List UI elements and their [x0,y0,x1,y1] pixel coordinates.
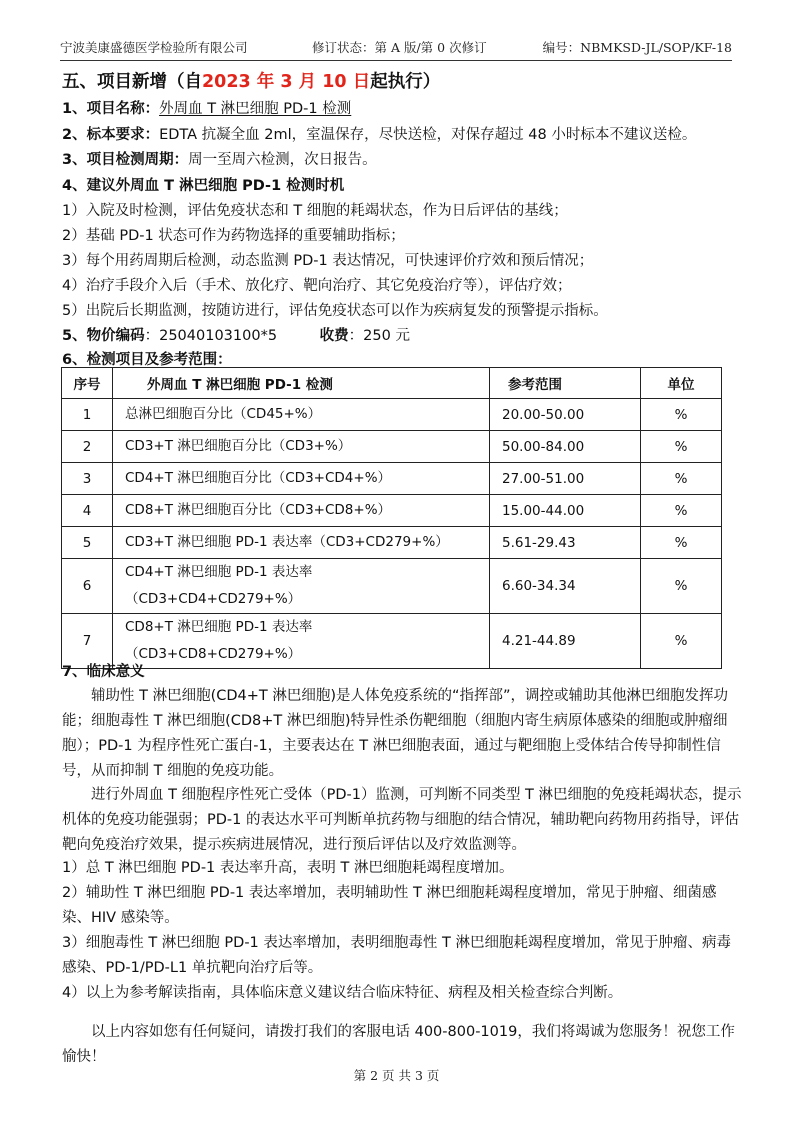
test-cycle-label: 3、项目检测周期： [62,152,189,168]
timing-point: 3）每个用药周期后检测，动态监测 PD-1 表达情况，可快速评价疗效和预后情况； [62,253,594,269]
row-no: 7 [62,614,113,669]
row-unit: % [641,431,722,463]
row-item-text: CD8+T 淋巴细胞 PD-1 表达率 [125,619,313,635]
row-item-text: CD8+T 淋巴细胞百分比（CD3+CD8+%） [125,502,392,518]
clinical-point: 3）细胞毒性 T 淋巴细胞 PD-1 表达率增加，表明细胞毒性 T 淋巴细胞耗竭程度增加，常见于肿瘤、病毒感染、PD-1/PD-L1 单抗靶向治疗后等。 [62,935,731,976]
row-no: 4 [62,495,113,527]
row-no: 1 [62,399,113,431]
row-range: 6.60-34.34 [490,559,641,614]
row-range: 27.00-51.00 [490,463,641,495]
header-revision: 修订状态：第 A 版/第 0 次修订 [312,40,487,55]
row-no: 5 [62,527,113,559]
specimen-requirement [62,123,696,144]
row-no: 3 [62,463,113,495]
section-title [62,68,440,93]
row-unit: % [641,495,722,527]
table-row [62,559,722,614]
clinical-point: 2）辅助性 T 淋巴细胞 PD-1 表达率增加，表明辅助性 T 淋巴细胞耗竭程度增加，常见于肿瘤、细菌感染、HIV 感染等。 [62,885,717,926]
row-range: 20.00-50.00 [490,399,641,431]
timing-point: 4）治疗手段介入后（手术、放化疗、靶向治疗、其它免疫治疗等），评估疗效； [62,278,572,294]
header-divider [60,60,732,61]
specimen-requirement-label: 2、标本要求： [62,127,160,143]
timing-point: 2）基础 PD-1 状态可作为药物选择的重要辅助指标； [62,228,405,244]
project-name [62,97,351,118]
project-name-label: 1、项目名称： [62,101,160,117]
clinical-paragraph: 辅助性 T 淋巴细胞(CD4+T 淋巴细胞)是人体免疫系统的“指挥部”，调控或辅助其他淋巴细胞发挥功能；细胞毒性 T 淋巴细胞(CD8+T 淋巴细胞)特异性杀伤靶细胞（细胞内寄生病原体感染的细胞或肿瘤细胞）；PD-1 为程序性死亡蛋白-1，主要表达在 T 淋巴细胞表面，通过与靶细胞上受体结合传导抑制性信号，从而抑制 T 细胞的免疫功能。 [62,688,729,779]
table-row [62,431,722,463]
row-item [113,495,490,527]
col-header-item: 外周血 T 淋巴细胞 PD-1 检测 [113,368,490,399]
reference-table [61,367,722,669]
row-item-text: CD4+T 淋巴细胞百分比（CD3+CD4+%） [125,470,392,486]
col-header-range: 参考范围 [490,368,641,399]
fee-value: ：250 元 [348,328,410,344]
page-header [60,38,732,58]
timing-point: 5）出院后长期监测，按随访进行，评估免疫状态可以作为疾病复发的预警提示指标。 [62,303,608,319]
section-title-prefix: 五、项目新增（自 [62,72,202,92]
table-row [62,527,722,559]
clinical-point: 1）总 T 淋巴细胞 PD-1 表达率升高，表明 T 淋巴细胞耗竭程度增加。 [62,860,514,876]
row-item-text: （CD3+CD4+CD279+%） [125,591,302,607]
table-row [62,463,722,495]
closing-message: 以上内容如您有任何疑问，请拨打我们的客服电话 400-800-1019，我们将竭诚为您服务！祝您工作愉快！ [62,1024,735,1065]
row-range: 50.00-84.00 [490,431,641,463]
row-range: 5.61-29.43 [490,527,641,559]
project-name-value: 外周血 T 淋巴细胞 PD-1 检测 [159,101,352,117]
timing-heading: 4、建议外周血 T 淋巴细胞 PD-1 检测时机 [62,178,345,194]
section-title-date: 2023 年 3 月 10 日 [202,72,371,92]
col-header-unit: 单位 [641,368,722,399]
row-unit: % [641,463,722,495]
section-title-suffix: 起执行） [370,72,441,92]
table-row [62,495,722,527]
clinical-paragraph: 进行外周血 T 细胞程序性死亡受体（PD-1）监测，可判断不同类型 T 淋巴细胞的免疫耗竭状态，提示机体的免疫功能强弱；PD-1 的表达水平可判断单抗药物与细胞的结合情况，辅助靶向药物用药指导，评估靶向免疫治疗效果，提示疾病进展情况，进行预后评估以及疗效监测等。 [62,787,742,853]
fee-label: 收费 [319,328,349,344]
price-code [62,324,410,345]
header-org: 宁波美康盛德医学检验所有限公司 [60,40,248,55]
row-item [113,399,490,431]
row-unit: % [641,614,722,669]
col-header-no: 序号 [62,368,113,399]
row-item [113,431,490,463]
row-item [113,527,490,559]
test-cycle-value: 周一至周六检测，次日报告。 [188,152,377,168]
header-doc-number: 编号：NBMKSD-JL/SOP/KF-18 [542,40,732,55]
row-item [113,614,490,669]
test-cycle [62,148,377,169]
table-row [62,614,722,669]
row-item-text: CD4+T 淋巴细胞 PD-1 表达率 [125,564,313,580]
row-item [113,559,490,614]
clinical-significance-heading: 7、临床意义 [62,664,145,680]
row-unit: % [641,559,722,614]
price-code-label: 5、物价编码 [62,328,145,344]
row-unit: % [641,527,722,559]
row-item [113,463,490,495]
table-row [62,399,722,431]
row-no: 2 [62,431,113,463]
page-number: 第 2 页 共 3 页 [353,1068,440,1083]
reference-heading: 6、检测项目及参考范围： [62,352,232,368]
table-header-row [62,368,722,399]
row-unit: % [641,399,722,431]
row-no: 6 [62,559,113,614]
clinical-point: 4）以上为参考解读指南，具体临床意义建议结合临床特征、病程及相关检查综合判断。 [62,985,623,1001]
specimen-requirement-value: EDTA 抗凝全血 2ml，室温保存，尽快送检，对保存超过 48 小时标本不建议送检。 [159,127,697,143]
row-item-text: 总淋巴细胞百分比（CD45+%） [125,406,322,422]
timing-point: 1）入院及时检测，评估免疫状态和 T 细胞的耗竭状态，作为日后评估的基线； [62,203,568,219]
row-item-text: CD3+T 淋巴细胞 PD-1 表达率（CD3+CD279+%） [125,534,449,550]
price-code-value: ：25040103100*5 [144,328,278,344]
row-item-text: CD3+T 淋巴细胞百分比（CD3+%） [125,438,352,454]
row-range: 15.00-44.00 [490,495,641,527]
row-item-text: （CD3+CD8+CD279+%） [125,646,302,662]
row-range: 4.21-44.89 [490,614,641,669]
